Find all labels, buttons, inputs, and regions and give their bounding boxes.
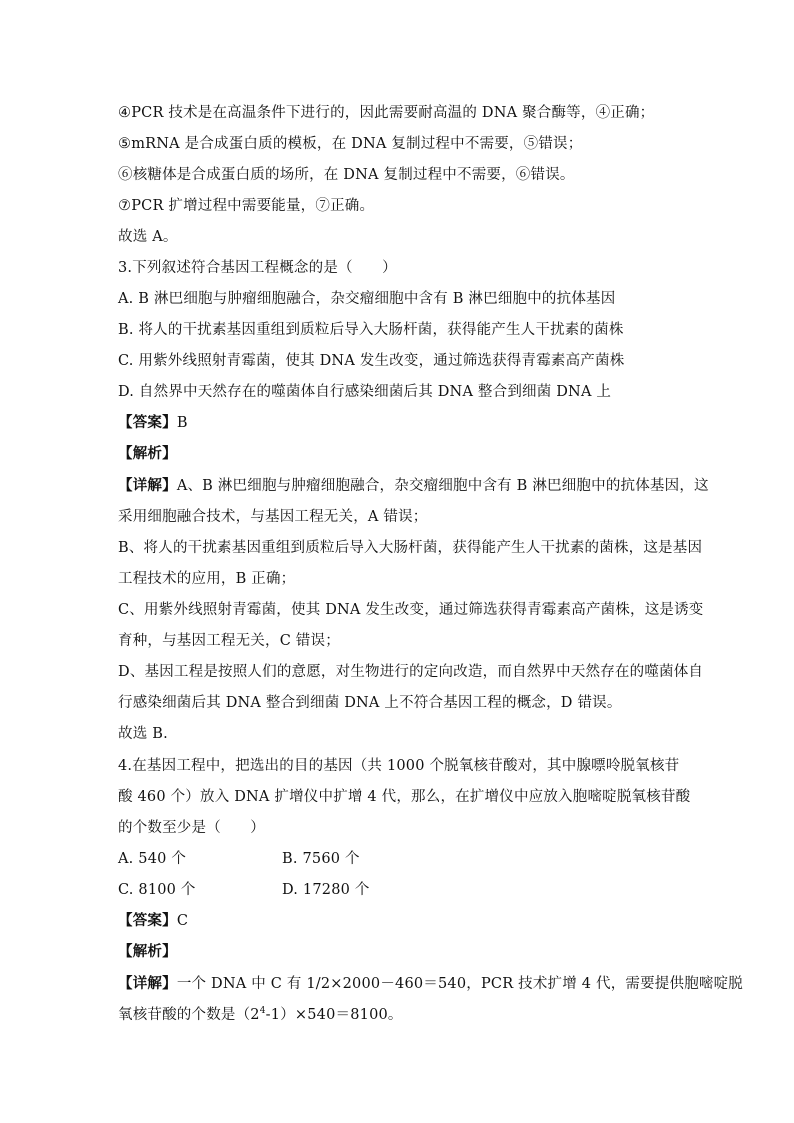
q3-detail-a-line1 bbox=[118, 476, 709, 496]
q3-detail-c-line1: C、用紫外线照射青霉菌，使其 DNA 发生改变，通过筛选获得青霉素高产菌株，这是诱变 bbox=[118, 602, 704, 618]
q4-option-d: D. 17280 个 bbox=[282, 882, 370, 898]
q2-item-5: ⑤mRNA 是合成蛋白质的模板，在 DNA 复制过程中不需要，⑤错误； bbox=[118, 136, 583, 152]
q3-answer bbox=[118, 413, 188, 433]
q4-detail-line1 bbox=[118, 974, 743, 994]
q4-option-b: B. 7560 个 bbox=[282, 851, 360, 867]
q3-stem: 3.下列叙述符合基因工程概念的是（ ） bbox=[118, 260, 397, 276]
q4-answer bbox=[118, 911, 188, 931]
q4-answer-label: 【答案】 bbox=[118, 912, 177, 929]
q3-detail-c-line2: 育种，与基因工程无关，C 错误； bbox=[118, 633, 340, 649]
q4-option-c: C. 8100 个 bbox=[118, 882, 196, 898]
q4-stem-line1: 4.在基因工程中，把选出的目的基因（共 1000 个脱氧核苷酸对，其中腺嘌呤脱氧核苷 bbox=[118, 758, 680, 774]
q4-stem-line2: 酸 460 个）放入 DNA 扩增仪中扩增 4 代，那么，在扩增仪中应放入胞嘧啶脱氧核苷酸 bbox=[118, 789, 691, 805]
q3-detail-d-line1: D、基因工程是按照人们的意愿，对生物进行的定向改造，而自然界中天然存在的噬菌体自 bbox=[118, 664, 704, 680]
q3-option-c: C. 用紫外线照射青霉菌，使其 DNA 发生改变，通过筛选获得青霉素高产菌株 bbox=[118, 353, 625, 369]
q4-answer-value: C bbox=[176, 913, 189, 929]
q3-detail-d-line2: 行感染细菌后其 DNA 整合到细菌 DNA 上不符合基因工程的概念，D 错误。 bbox=[118, 695, 622, 711]
q4-detail-line2 bbox=[118, 1005, 403, 1025]
q4-detail-line2-post: -1）×540＝8100。 bbox=[265, 1007, 403, 1023]
q4-analysis-label: 【解析】 bbox=[118, 943, 177, 960]
q2-item-4: ④PCR 技术是在高温条件下进行的，因此需要耐高温的 DNA 聚合酶等，④正确； bbox=[118, 105, 655, 121]
q3-analysis bbox=[118, 444, 177, 464]
q3-option-d: D. 自然界中天然存在的噬菌体自行感染细菌后其 DNA 整合到细菌 DNA 上 bbox=[118, 384, 612, 400]
q3-analysis-label: 【解析】 bbox=[118, 445, 177, 462]
q4-detail-line2-pre: 氧核苷酸的个数是（2 bbox=[118, 1007, 260, 1023]
q3-option-a: A. B 淋巴细胞与肿瘤细胞融合，杂交瘤细胞中含有 B 淋巴细胞中的抗体基因 bbox=[118, 291, 616, 307]
q3-conclusion: 故选 B. bbox=[118, 726, 168, 742]
q3-answer-value: B bbox=[176, 415, 188, 431]
q3-option-b: B. 将人的干扰素基因重组到质粒后导入大肠杆菌，获得能产生人干扰素的菌株 bbox=[118, 322, 624, 338]
q4-detail-exponent: 4 bbox=[259, 1006, 266, 1017]
q3-detail-b-line2: 工程技术的应用，B 正确； bbox=[118, 571, 296, 587]
q2-conclusion: 故选 A。 bbox=[118, 229, 178, 245]
q3-answer-label: 【答案】 bbox=[118, 414, 177, 431]
q3-detail-a-text: A、B 淋巴细胞与肿瘤细胞融合，杂交瘤细胞中含有 B 淋巴细胞中的抗体基因，这 bbox=[176, 478, 709, 494]
q4-detail-label: 【详解】 bbox=[118, 975, 177, 992]
q3-detail-b-line1: B、将人的干扰素基因重组到质粒后导入大肠杆菌，获得能产生人干扰素的菌株，这是基因 bbox=[118, 540, 703, 556]
q2-item-7: ⑦PCR 扩增过程中需要能量，⑦正确。 bbox=[118, 198, 375, 214]
q3-detail-a-line2: 采用细胞融合技术，与基因工程无关，A 错误； bbox=[118, 509, 428, 525]
q4-stem-line3: 的个数至少是（ ） bbox=[118, 820, 265, 836]
q2-item-6: ⑥核糖体是合成蛋白质的场所，在 DNA 复制过程中不需要，⑥错误。 bbox=[118, 167, 575, 183]
q3-detail-label: 【详解】 bbox=[118, 477, 177, 494]
q4-detail-text: 一个 DNA 中 C 有 1/2×2000－460＝540，PCR 技术扩增 4 代，需要提供胞嘧啶脱 bbox=[176, 976, 743, 992]
q4-option-a: A. 540 个 bbox=[118, 851, 187, 867]
q4-analysis bbox=[118, 942, 177, 962]
